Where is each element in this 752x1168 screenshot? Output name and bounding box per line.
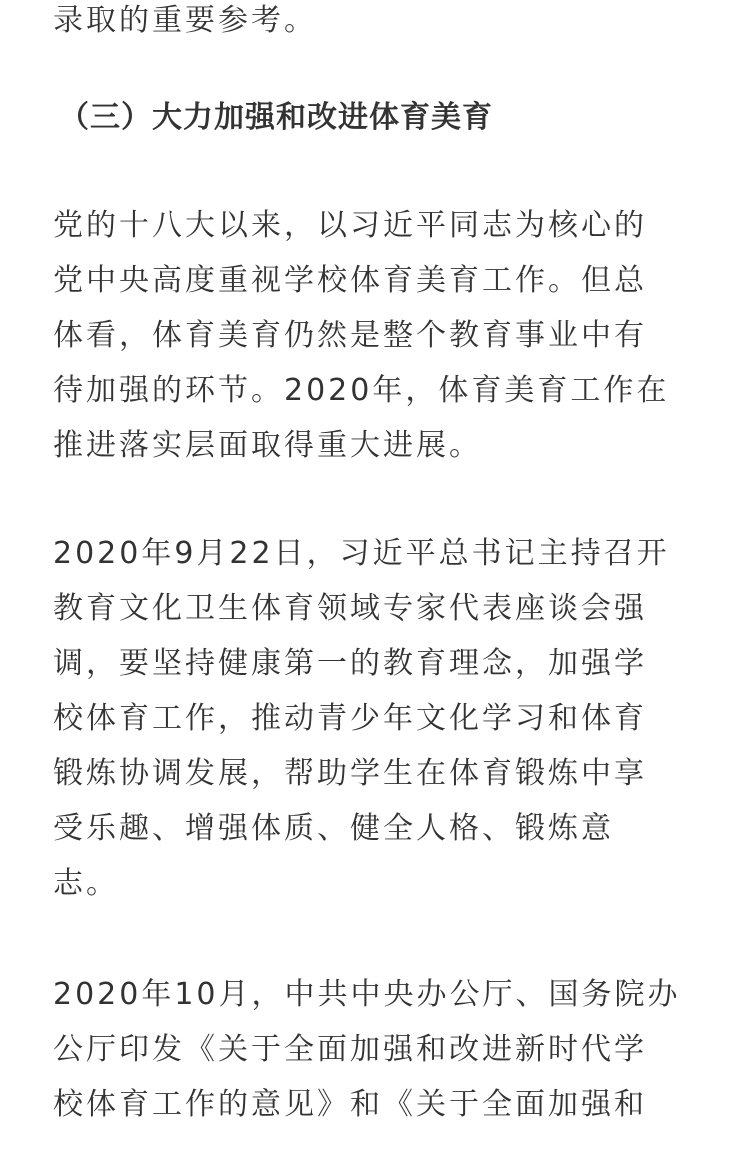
paragraph-line: 2020年10月，中共中央办公厅、国务院办 — [53, 977, 681, 1012]
paragraph-line: 校体育工作的意见》和《关于全面加强和 — [53, 1087, 647, 1122]
paragraph-line: 2020年9月22日，习近平总书记主持召开 — [53, 536, 670, 571]
paragraph-line: 党中央高度重视学校体育美育工作。但总 — [53, 263, 647, 298]
paragraph-line: 志。 — [53, 866, 119, 901]
paragraph-2 — [53, 526, 703, 911]
paragraph-line: 教育文化卫生体育领域专家代表座谈会强 — [53, 591, 647, 626]
intro-tail-line: 录取的重要参考。 — [53, 3, 317, 38]
paragraph-line: 调，要坚持健康第一的教育理念，加强学 — [53, 646, 647, 681]
paragraph-line: 受乐趣、增强体质、健全人格、锻炼意 — [53, 811, 614, 846]
paragraph-line: 校体育工作，推动青少年文化学习和体育 — [53, 701, 647, 736]
paragraph-line: 党的十八大以来，以习近平同志为核心的 — [53, 208, 647, 243]
paragraph-line: 锻炼协调发展，帮助学生在体育锻炼中享 — [53, 756, 647, 791]
article-body — [53, 0, 703, 1132]
paragraph-line: 公厅印发《关于全面加强和改进新时代学 — [53, 1032, 647, 1067]
paragraph-line: 待加强的环节。2020年，体育美育工作在 — [53, 373, 670, 408]
paragraph-1 — [53, 198, 703, 473]
section-heading: （三）大力加强和改进体育美育 — [59, 100, 493, 135]
paragraph-line: 推进落实层面取得重大进展。 — [53, 428, 482, 463]
paragraph-line: 体看，体育美育仍然是整个教育事业中有 — [53, 318, 647, 353]
paragraph-3 — [53, 967, 703, 1132]
